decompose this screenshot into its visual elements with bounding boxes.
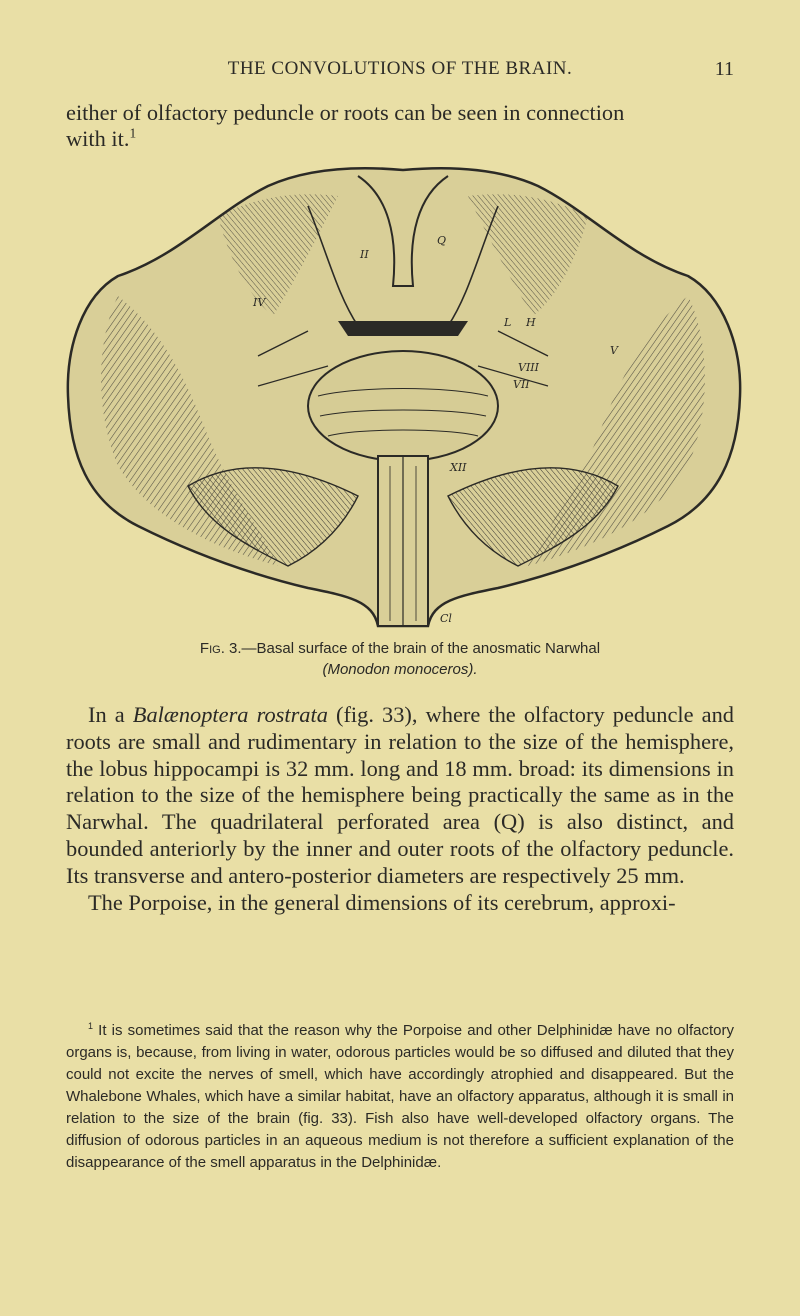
footnote — [66, 1020, 734, 1174]
caption-text: —Basal surface of the brain of the anosmatic Narwhal — [241, 640, 601, 657]
intro-paragraph — [66, 100, 734, 152]
paragraph-porpoise: The Porpoise, in the general dimensions of its cerebrum, approxi- — [88, 889, 676, 915]
figure-caption — [66, 638, 734, 680]
running-head: THE CONVOLUTIONS OF THE BRAIN. — [227, 58, 573, 79]
caption-prefix: Fig. 3. — [199, 640, 242, 657]
page-number: 11 — [714, 58, 734, 80]
paragraph-text: In a — [88, 702, 133, 727]
caption-species: (Monodon monoceros). — [322, 661, 478, 678]
footnote-text: It is sometimes said that the reason why the Porpoise and other Delphinidæ have no olfactory organs is, because, from living in water, odorous particles would be so diffused and diluted that they could not excite the nerves of smell, which have accordingly atrophied and disappeared. But the Whalebone Whales, which have a similar habitat, have an olfactory apparatus, although it is small in relation to the size of the brain (fig. 33). Fish also have well-developed olfactory organs. The diffusion of odorous particles in an aqueous medium is not therefore a sufficient explanation of the disappearance of the smell apparatus in the Delphinidæ. — [66, 1022, 734, 1171]
figure-label-ii: II — [360, 248, 369, 261]
figure-label-h: H — [526, 316, 536, 329]
brain-drawing — [58, 156, 748, 640]
figure-label-viii: VIII — [518, 361, 539, 374]
footnote-marker: 1 — [88, 1021, 94, 1031]
paragraph-balaenoptera — [66, 702, 734, 890]
figure-label-v: V — [610, 344, 618, 357]
body-text — [66, 702, 734, 916]
figure-label-l: L — [504, 316, 512, 329]
figure-label-cl: Cl — [440, 612, 452, 625]
page-header — [0, 58, 800, 88]
brain-illustration — [58, 156, 748, 640]
figure-label-vii: VII — [513, 378, 530, 391]
figure-label-xii: XII — [450, 461, 467, 474]
species-name: Balænoptera rostrata — [132, 702, 328, 727]
paragraph-text: (fig. 33), where the olfactory peduncle and roots are small and rudimentary in relation to the size of the hemisphere, the lobus hippocampi is 32 mm. long and 18 mm. broad: its dimensions in relation to the size of the hemisphere being practically the same as in the Narwhal. The quadrilateral perforated area (Q) is also distinct, and bounded anteriorly by the inner and outer roots of the olfactory peduncle. Its transverse and antero-posterior diameters are respectively 25 mm. — [66, 702, 734, 888]
intro-line-1: either of olfactory peduncle or roots can be seen in connection — [66, 100, 625, 125]
figure-label-q: Q — [437, 234, 447, 247]
footnote-reference: 1 — [129, 125, 137, 141]
intro-line-2: with it. — [66, 126, 130, 151]
figure-label-iv: IV — [253, 296, 266, 309]
